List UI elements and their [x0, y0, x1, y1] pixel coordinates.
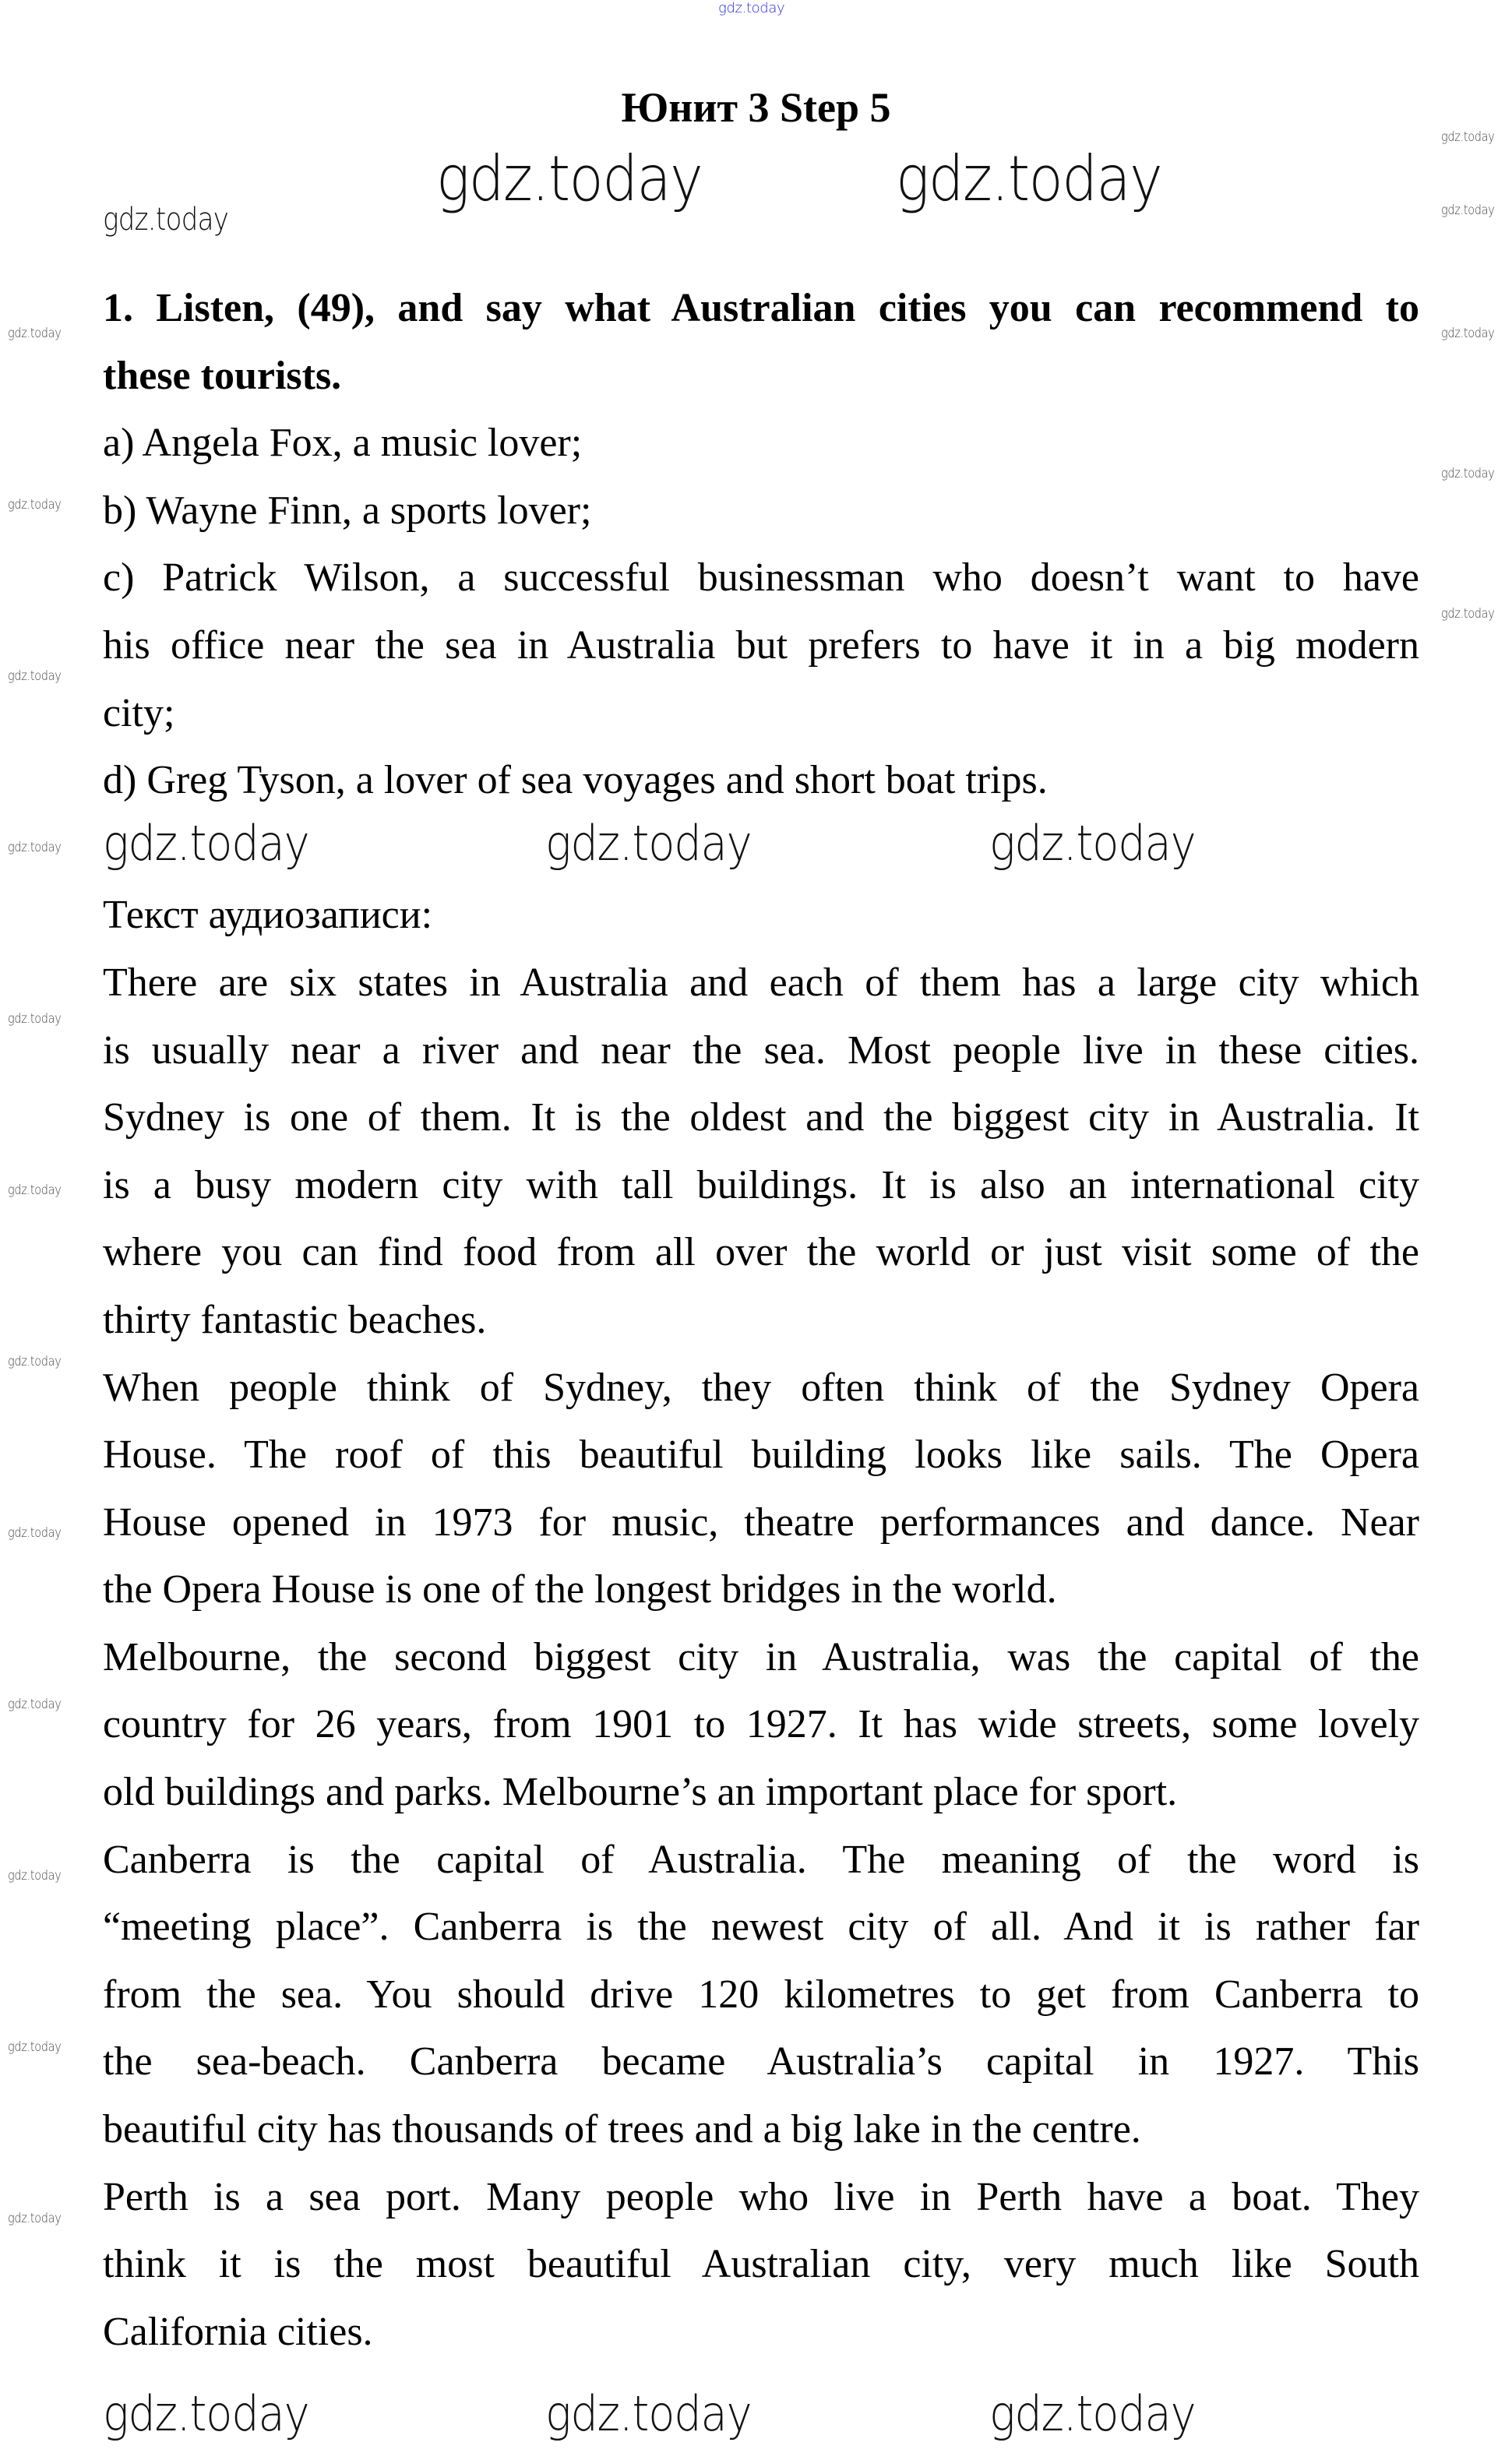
text-line: Canberra is the capital of Australia. The meaning of the word is — [103, 1837, 1419, 1882]
text-line: the Opera House is one of the longest bridges in the world. — [103, 1567, 1057, 1612]
page-title: Юнит 3 Step 5 — [621, 84, 891, 131]
text-line: Sydney is one of them. It is the oldest and the biggest city in Australia. It — [103, 1095, 1419, 1140]
watermark: gdz.today — [103, 815, 309, 872]
watermark: gdz.today — [989, 815, 1196, 872]
watermark: gdz.today — [1441, 326, 1495, 341]
text-line: House. The roof of this beautiful building looks like sails. The Opera — [103, 1433, 1419, 1478]
text-line: these tourists. — [103, 353, 342, 398]
paragraph — [103, 478, 1419, 545]
watermark: gdz.today — [8, 1525, 62, 1541]
paragraph — [103, 545, 1419, 747]
text-line: House opened in 1973 for music, theatre performances and dance. Near — [103, 1500, 1419, 1545]
text-line: his office near the sea in Australia but prefers to have it in a big modern — [103, 622, 1419, 668]
text-line: think it is the most beautiful Australian city, very much like South — [103, 2242, 1419, 2287]
text-line: beautiful city has thousands of trees and a big lake in the centre. — [103, 2107, 1141, 2152]
watermark: gdz.today — [8, 840, 62, 855]
watermark: gdz.today — [1441, 606, 1495, 622]
watermark: gdz.today — [8, 326, 62, 341]
watermark: gdz.today — [8, 1697, 62, 1712]
paragraph — [103, 882, 1419, 950]
paragraph — [103, 410, 1419, 478]
text-line: thirty fantastic beaches. — [103, 1297, 487, 1342]
text-line: is usually near a river and near the sea. Most people live in these cities. — [103, 1027, 1419, 1073]
paragraph — [103, 2164, 1419, 2367]
text-line: Melbourne, the second biggest city in Australia, was the capital of the — [103, 1634, 1419, 1679]
text-line: is a busy modern city with tall buildings. It is also an international city — [103, 1162, 1419, 1207]
watermark: gdz.today — [1441, 466, 1495, 481]
paragraph — [103, 950, 1419, 1355]
watermark: gdz.today — [718, 0, 785, 16]
text-line: Perth is a sea port. Many people who live in Perth have a boat. They — [103, 2174, 1419, 2219]
watermark: gdz.today — [8, 1011, 62, 1027]
paragraph — [103, 1624, 1419, 1827]
text-line: When people think of Sydney, they often think of the Sydney Opera — [103, 1365, 1419, 1410]
text-line: 1. Listen, (49), and say what Australian cities you can recommend to — [103, 286, 1419, 330]
text-line: b) Wayne Finn, a sports lover; — [103, 488, 592, 533]
watermark: gdz.today — [103, 202, 229, 238]
watermark: gdz.today — [8, 1354, 62, 1369]
task-heading — [103, 275, 1419, 410]
watermark: gdz.today — [545, 815, 752, 872]
text-line: There are six states in Australia and each of them has a large city which — [103, 960, 1419, 1005]
watermark: gdz.today — [1441, 129, 1495, 145]
text-line: country for 26 years, from 1901 to 1927. It has wide streets, some lovely — [103, 1702, 1419, 1747]
text-line: Текст аудиозаписи: — [103, 893, 433, 938]
watermark: gdz.today — [545, 2385, 752, 2442]
text-line: California cities. — [103, 2309, 373, 2354]
text-line: “meeting place”. Canberra is the newest city of all. And it is rather far — [103, 1905, 1419, 1950]
text-line: where you can find food from all over the world or just visit some of the — [103, 1230, 1419, 1275]
text-line: c) Patrick Wilson, a successful businessman who doesn’t want to have — [103, 555, 1419, 601]
document-body — [103, 275, 1419, 2366]
watermark: gdz.today — [8, 2039, 62, 2055]
watermark: gdz.today — [103, 2385, 309, 2442]
watermark: gdz.today — [989, 2385, 1196, 2442]
watermark: gdz.today — [8, 1868, 62, 1884]
watermark: gdz.today — [1441, 203, 1495, 218]
text-line: old buildings and parks. Melbourne’s an important place for sport. — [103, 1770, 1178, 1815]
text-line: d) Greg Tyson, a lover of sea voyages and short boat trips. — [103, 758, 1048, 803]
text-line: the sea-beach. Canberra became Australia’s capital in 1927. This — [103, 2039, 1419, 2085]
watermark: gdz.today — [8, 497, 62, 513]
paragraph — [103, 1827, 1419, 2164]
text-line: from the sea. You should drive 120 kilometres to get from Canberra to — [103, 1972, 1419, 2017]
watermark: gdz.today — [436, 143, 703, 215]
paragraph — [103, 747, 1419, 815]
watermark: gdz.today — [8, 1182, 62, 1198]
paragraph — [103, 1355, 1419, 1624]
watermark: gdz.today — [896, 143, 1162, 215]
text-line: city; — [103, 690, 175, 735]
text-line: a) Angela Fox, a music lover; — [103, 421, 583, 466]
watermark: gdz.today — [8, 2211, 62, 2226]
watermark: gdz.today — [8, 668, 62, 684]
